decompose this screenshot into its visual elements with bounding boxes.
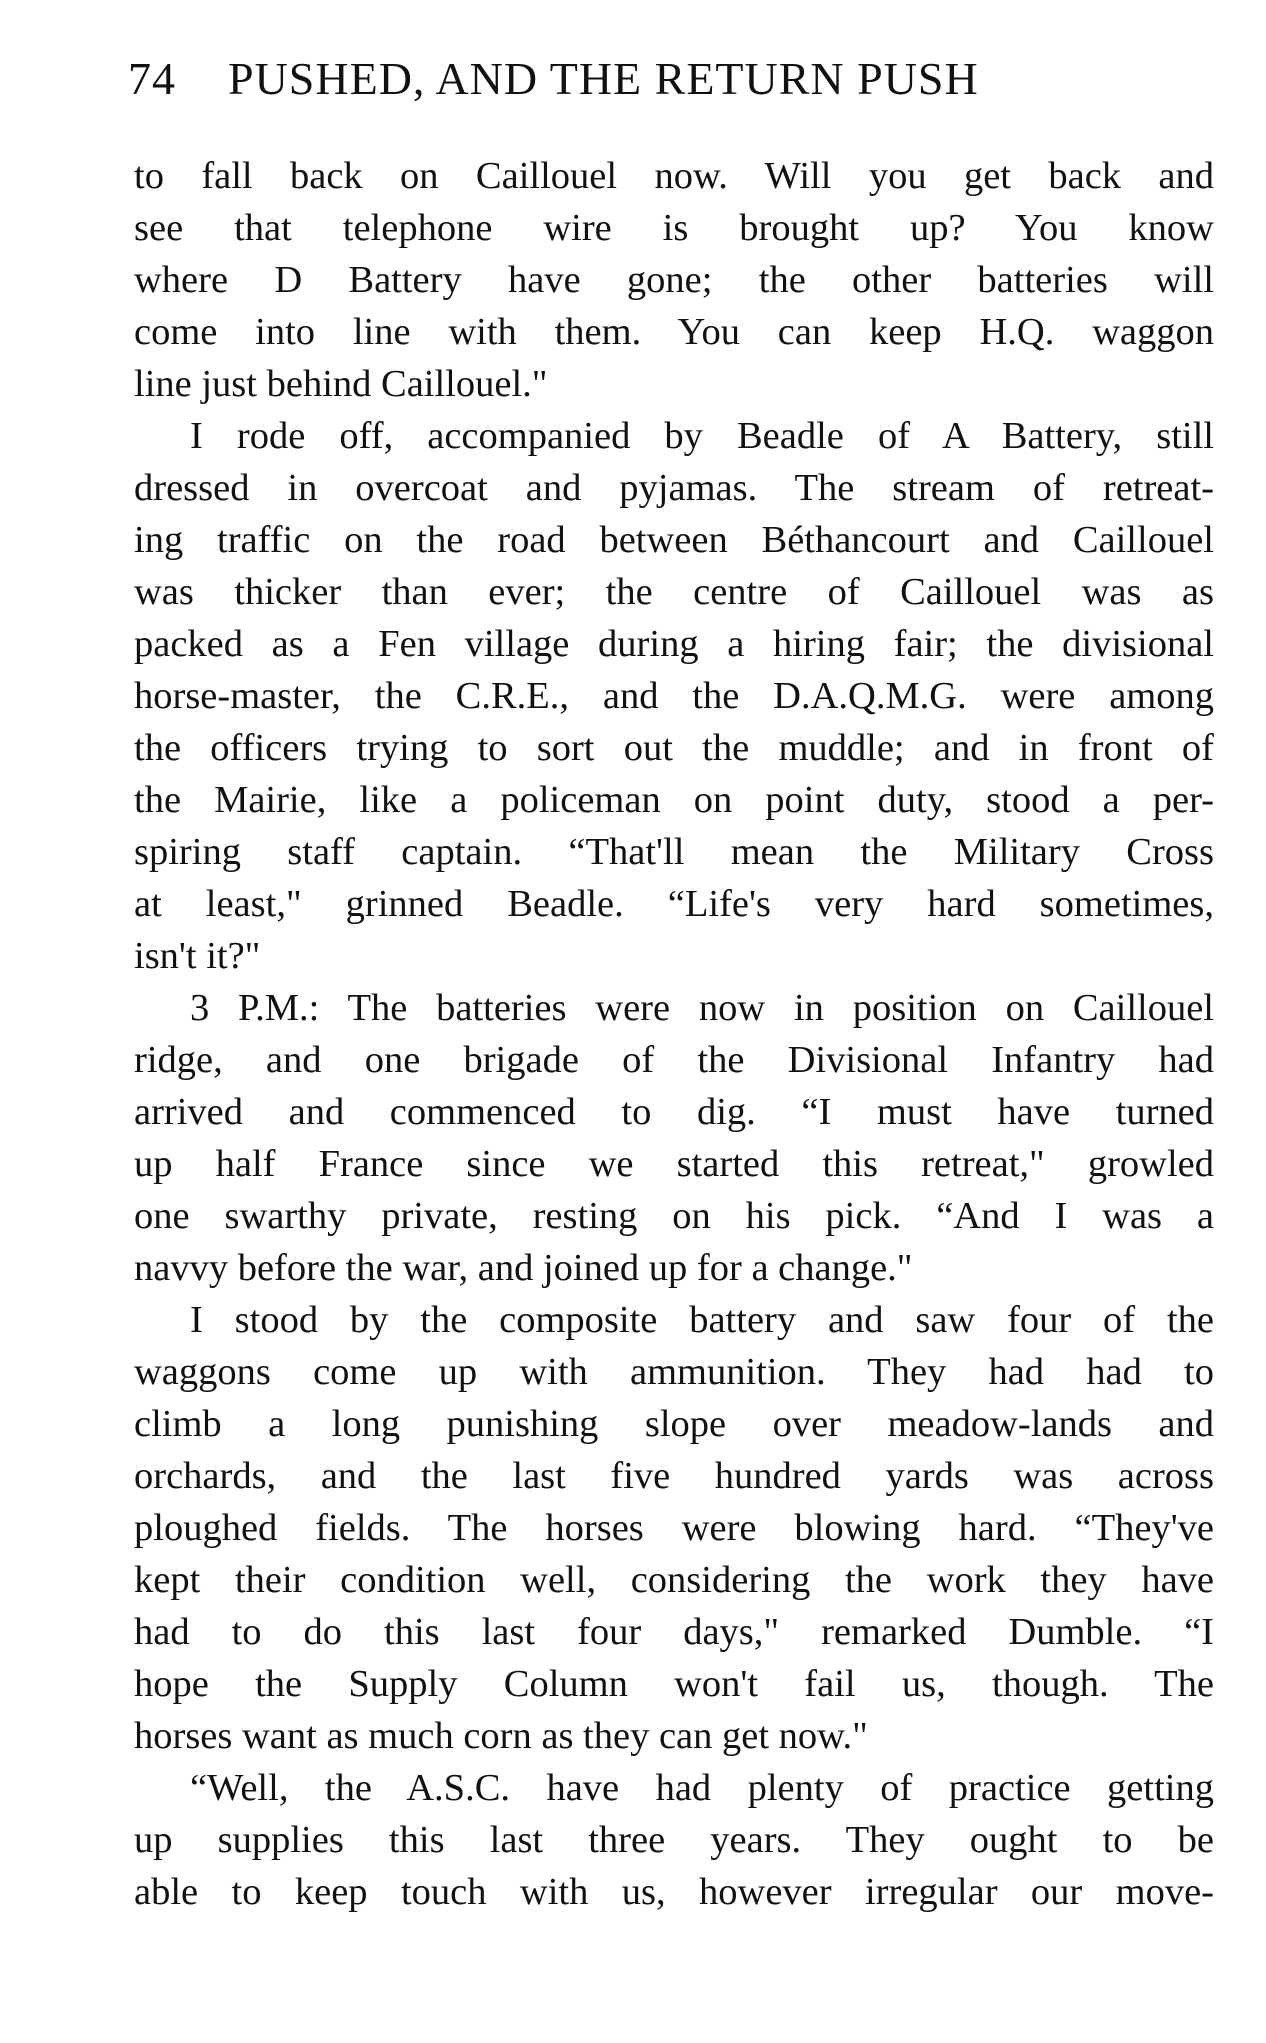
text-line: the Mairie, like a policeman on point duty, stood a per- <box>134 779 1214 821</box>
text-line: 3 P.M.: The batteries were now in position on Caillouel <box>190 987 1214 1029</box>
text-line: navvy before the war, and joined up for a change." <box>134 1247 913 1289</box>
text-line: up supplies this last three years. They ought to be <box>134 1819 1214 1861</box>
text-line: spiring staff captain. “That'll mean the Military Cross <box>134 831 1214 873</box>
text-line: isn't it?" <box>134 935 261 977</box>
text-line: at least," grinned Beadle. “Life's very hard sometimes, <box>134 883 1214 925</box>
text-line: dressed in overcoat and pyjamas. The stream of retreat- <box>134 467 1214 509</box>
text-line: ing traffic on the road between Béthancourt and Caillouel <box>134 519 1214 561</box>
text-line: I stood by the composite battery and saw four of the <box>190 1299 1214 1341</box>
text-line: had to do this last four days," remarked Dumble. “I <box>134 1611 1214 1653</box>
text-line: packed as a Fen village during a hiring fair; the divisional <box>134 623 1214 665</box>
text-line: horse-master, the C.R.E., and the D.A.Q.M.G. were among <box>134 675 1214 717</box>
text-line: horses want as much corn as they can get now." <box>134 1715 868 1757</box>
text-line: come into line with them. You can keep H.Q. waggon <box>134 311 1214 353</box>
body-text <box>134 150 1214 1918</box>
text-line: the officers trying to sort out the muddle; and in front of <box>134 727 1214 769</box>
page-number: 74 <box>128 53 176 104</box>
running-title: PUSHED, AND THE RETURN PUSH <box>228 53 979 104</box>
text-line: where D Battery have gone; the other batteries will <box>134 259 1214 301</box>
text-line: ridge, and one brigade of the Divisional Infantry had <box>134 1039 1214 1081</box>
text-line: “Well, the A.S.C. have had plenty of practice getting <box>190 1767 1214 1809</box>
text-line: I rode off, accompanied by Beadle of A Battery, still <box>190 415 1214 457</box>
text-line: up half France since we started this retreat," growled <box>134 1143 1214 1185</box>
text-line: hope the Supply Column won't fail us, though. The <box>134 1663 1214 1705</box>
text-line: see that telephone wire is brought up? You know <box>134 207 1214 249</box>
text-line: ploughed fields. The horses were blowing hard. “They've <box>134 1507 1214 1549</box>
text-line: climb a long punishing slope over meadow-lands and <box>134 1403 1214 1445</box>
text-line: waggons come up with ammunition. They had had to <box>134 1351 1214 1393</box>
text-line: orchards, and the last five hundred yards was across <box>134 1455 1214 1497</box>
text-line: line just behind Caillouel." <box>134 363 548 405</box>
text-line: kept their condition well, considering the work they have <box>134 1559 1214 1601</box>
text-line: one swarthy private, resting on his pick. “And I was a <box>134 1195 1214 1237</box>
text-line: arrived and commenced to dig. “I must have turned <box>134 1091 1214 1133</box>
text-line: able to keep touch with us, however irregular our move- <box>134 1871 1214 1913</box>
text-line: was thicker than ever; the centre of Caillouel was as <box>134 571 1214 613</box>
page-header <box>128 52 1128 112</box>
text-line: to fall back on Caillouel now. Will you get back and <box>134 155 1214 197</box>
